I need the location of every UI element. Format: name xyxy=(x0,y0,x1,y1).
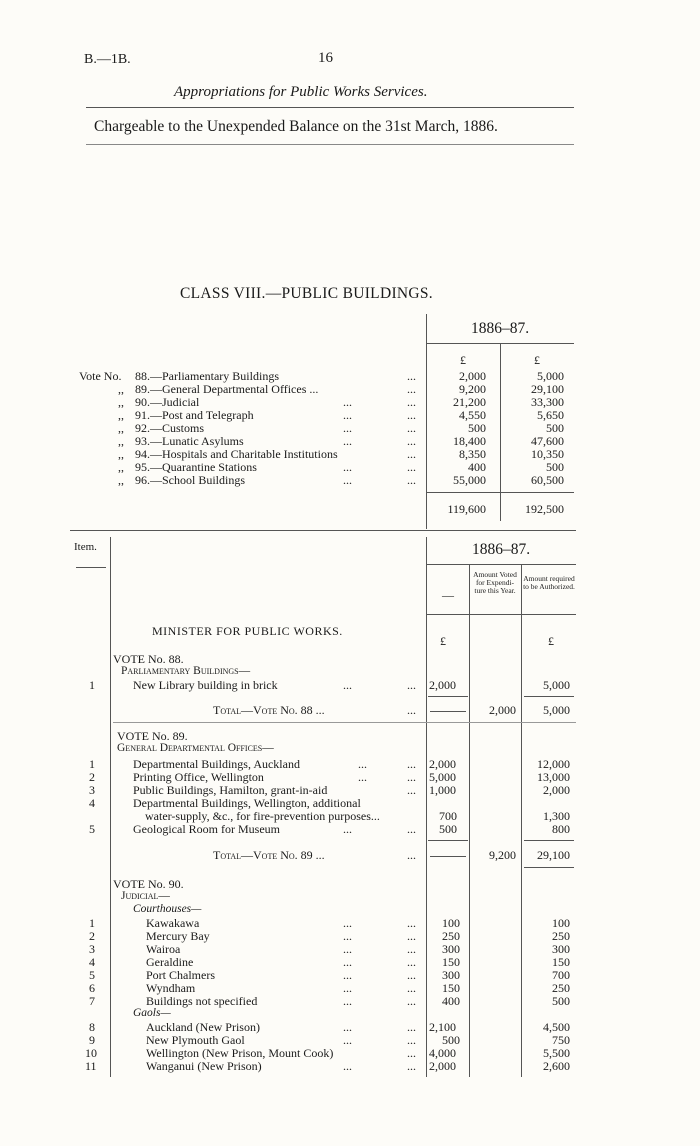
summary-row-b: 33,300 xyxy=(531,395,564,409)
item-leaders: ... xyxy=(407,929,416,943)
item-leaders: ... xyxy=(407,1046,416,1060)
class-title: CLASS VIII.—PUBLIC BUILDINGS. xyxy=(180,285,433,302)
summary-row-b: 47,600 xyxy=(531,434,564,448)
item-amount-c: 700 xyxy=(552,968,570,982)
summary-ditto: ,, xyxy=(118,473,124,487)
item-header-rule xyxy=(76,567,106,568)
item-leaders: ... xyxy=(407,822,416,836)
item-amount-c: 13,000 xyxy=(537,770,570,784)
summary-currency-b: £ xyxy=(534,353,540,367)
summary-divider-left xyxy=(426,314,427,529)
vote-88-total-c: 5,000 xyxy=(543,703,570,717)
summary-ditto: ,, xyxy=(118,408,124,422)
summary-row-a: 18,400 xyxy=(453,434,486,448)
minister-heading: MINISTER FOR PUBLIC WORKS. xyxy=(152,624,343,638)
item-leaders-mid: ... xyxy=(343,994,352,1008)
vote-89-total-label: Total—Vote No. 89 ... xyxy=(213,848,325,862)
item-leaders: ... xyxy=(407,994,416,1008)
summary-row-a: 500 xyxy=(468,421,486,435)
summary-row-name: 96.—School Buildings xyxy=(135,473,246,487)
item-number: 5 xyxy=(89,968,95,982)
item-number: 3 xyxy=(89,942,95,956)
summary-row-b: 10,350 xyxy=(531,447,564,461)
title-rule xyxy=(86,107,574,108)
summary-row-a: 8,350 xyxy=(459,447,486,461)
detail-divider-3 xyxy=(521,564,522,1077)
vote-89-subheading: General Departmental Offices— xyxy=(117,742,274,754)
vote-89-total-dash xyxy=(430,856,466,857)
item-amount-c: 5,000 xyxy=(543,678,570,692)
vote-88-total-label: Total—Vote No. 88 ... xyxy=(213,703,325,717)
item-leaders: ... xyxy=(407,1033,416,1047)
item-description: Mercury Bay xyxy=(146,929,210,943)
item-leaders: ... xyxy=(407,916,416,930)
item-leaders-mid: ... xyxy=(343,929,352,943)
col-voted-header: Amount Voted for Expendi- ture this Year. xyxy=(473,570,517,595)
summary-row-leaders: ... xyxy=(407,395,416,409)
summary-row-b: 5,000 xyxy=(537,369,564,383)
item-description: New Library building in brick xyxy=(133,678,278,692)
summary-row-b: 500 xyxy=(546,421,564,435)
item-leaders: ... xyxy=(407,757,416,771)
item-description: Geraldine xyxy=(146,955,194,969)
summary-total-rule xyxy=(426,492,574,493)
item-leaders-mid: ... xyxy=(343,955,352,969)
item-amount-a: 2,000 xyxy=(429,1059,456,1073)
vote-89-heading: VOTE No. 89. xyxy=(117,729,188,743)
item-description: Port Chalmers xyxy=(146,968,215,982)
item-leaders-mid: ... xyxy=(343,942,352,956)
page-number: 16 xyxy=(318,50,333,66)
summary-row-name: 88.—Parliamentary Buildings xyxy=(135,369,279,383)
summary-year: 1886–87. xyxy=(470,320,530,337)
summary-row-name: 91.—Post and Telegraph xyxy=(135,408,254,422)
vote-90-heading: VOTE No. 90. xyxy=(113,877,184,891)
detail-divider-2 xyxy=(469,564,470,1077)
vote-88-rule-a xyxy=(428,696,468,697)
vote-88-total-b: 2,000 xyxy=(489,703,516,717)
item-amount-a: 500 xyxy=(442,1033,460,1047)
summary-row-b: 60,500 xyxy=(531,473,564,487)
summary-ditto: ,, xyxy=(118,434,124,448)
item-amount-a: 500 xyxy=(439,822,457,836)
item-leaders-mid: ... xyxy=(343,1020,352,1034)
item-leaders-mid: ... xyxy=(343,968,352,982)
summary-row-leaders: ... xyxy=(407,421,416,435)
item-amount-a: 300 xyxy=(442,968,460,982)
item-amount-a: 100 xyxy=(442,916,460,930)
summary-row-leaders: ... xyxy=(407,460,416,474)
summary-row-b: 500 xyxy=(546,460,564,474)
summary-row-name: 95.—Quarantine Stations xyxy=(135,460,257,474)
item-description: Auckland (New Prison) xyxy=(146,1020,260,1034)
vote-89-total-b: 9,200 xyxy=(489,848,516,862)
vote-88-bottom-rule xyxy=(113,722,576,723)
item-description-cont: water-supply, &c., for fire-prevention purposes... xyxy=(145,809,380,823)
courthouses-label: Courthouses— xyxy=(133,903,202,915)
item-number: 1 xyxy=(89,757,95,771)
summary-row-b: 29,100 xyxy=(531,382,564,396)
item-amount-c: 800 xyxy=(552,822,570,836)
summary-row-a: 21,200 xyxy=(453,395,486,409)
page-title: Appropriations for Public Works Services. xyxy=(174,84,428,100)
item-number: 5 xyxy=(89,822,95,836)
summary-row-leaders-mid: ... xyxy=(343,408,352,422)
item-amount-a: 4,000 xyxy=(429,1046,456,1060)
item-amount-c: 2,600 xyxy=(543,1059,570,1073)
item-amount-a: 250 xyxy=(442,929,460,943)
item-amount-c: 100 xyxy=(552,916,570,930)
page-subtitle: Chargeable to the Unexpended Balance on the 31st March, 1886. xyxy=(94,118,498,135)
item-amount-c: 12,000 xyxy=(537,757,570,771)
vote-88-subheading: Parliamentary Buildings— xyxy=(121,665,251,677)
item-leaders-mid: ... xyxy=(343,822,352,836)
summary-row-leaders: ... xyxy=(407,473,416,487)
subtitle-rule xyxy=(86,144,574,145)
detail-divider-1 xyxy=(426,537,427,1077)
item-leaders: ... xyxy=(407,1020,416,1034)
summary-row-leaders: ... xyxy=(407,434,416,448)
total-leaders: ... xyxy=(407,703,416,717)
item-number: 9 xyxy=(89,1033,95,1047)
item-amount-a: 150 xyxy=(442,981,460,995)
item-number: 3 xyxy=(89,783,95,797)
item-description: Kawakawa xyxy=(146,916,200,930)
item-amount-c: 250 xyxy=(552,981,570,995)
item-amount-c: 2,000 xyxy=(543,783,570,797)
item-number: 4 xyxy=(89,955,95,969)
summary-row-name: 92.—Customs xyxy=(135,421,205,435)
summary-total-b: 192,500 xyxy=(525,502,564,516)
item-leaders: ... xyxy=(407,942,416,956)
item-amount-c: 4,500 xyxy=(543,1020,570,1034)
vote-89-rule-a xyxy=(428,840,468,841)
gaols-label: Gaols— xyxy=(133,1007,171,1019)
item-description: Printing Office, Wellington xyxy=(133,770,264,784)
summary-row-leaders-mid: ... xyxy=(343,434,352,448)
item-column-header: Item. xyxy=(74,541,97,553)
item-leaders-mid: ... xyxy=(358,770,367,784)
item-number: 7 xyxy=(89,994,95,1008)
summary-ditto: ,, xyxy=(118,382,124,396)
summary-row-name: 93.—Lunatic Asylums xyxy=(135,434,244,448)
detail-header-rule xyxy=(426,614,576,615)
summary-ditto: ,, xyxy=(118,421,124,435)
item-description: Wairoa xyxy=(146,942,181,956)
item-amount-c: 5,500 xyxy=(543,1046,570,1060)
item-amount-a: 150 xyxy=(442,955,460,969)
summary-vote-prefix: Vote No. xyxy=(79,369,122,383)
summary-row-leaders: ... xyxy=(407,408,416,422)
item-number: 10 xyxy=(85,1046,97,1060)
item-amount-c: 750 xyxy=(552,1033,570,1047)
item-amount-c: 500 xyxy=(552,994,570,1008)
item-leaders: ... xyxy=(407,678,416,692)
summary-row-name: 90.—Judicial xyxy=(135,395,200,409)
item-leaders: ... xyxy=(407,968,416,982)
item-leaders-mid: ... xyxy=(358,757,367,771)
summary-row-a: 55,000 xyxy=(453,473,486,487)
item-leaders: ... xyxy=(407,783,416,797)
item-leaders: ... xyxy=(407,1059,416,1073)
item-amount-a: 700 xyxy=(439,809,457,823)
item-amount-c: 150 xyxy=(552,955,570,969)
item-description: Wanganui (New Prison) xyxy=(146,1059,262,1073)
summary-row-leaders: ... xyxy=(407,382,416,396)
item-amount-a: 5,000 xyxy=(429,770,456,784)
detail-year: 1886–87. xyxy=(471,541,531,558)
item-amount-a: 2,100 xyxy=(429,1020,456,1034)
vote-90-subheading: Judicial— xyxy=(121,890,170,902)
summary-ditto: ,, xyxy=(118,395,124,409)
item-amount-a: 1,000 xyxy=(429,783,456,797)
item-leaders: ... xyxy=(407,981,416,995)
summary-row-leaders-mid: ... xyxy=(343,421,352,435)
item-description: Wyndham xyxy=(146,981,196,995)
detail-currency-c: £ xyxy=(548,634,554,648)
summary-row-a: 4,550 xyxy=(459,408,486,422)
vote-88-heading: VOTE No. 88. xyxy=(113,652,184,666)
item-number: 2 xyxy=(89,929,95,943)
summary-divider-mid xyxy=(500,343,501,521)
item-leaders-mid: ... xyxy=(343,1033,352,1047)
item-amount-c: 250 xyxy=(552,929,570,943)
vote-88-total-dash xyxy=(430,711,466,712)
vote-88-rule-c xyxy=(524,696,574,697)
item-amount-c: 300 xyxy=(552,942,570,956)
summary-row-leaders-mid: ... xyxy=(343,395,352,409)
page-ref: B.—1B. xyxy=(84,52,131,67)
summary-row-b: 5,650 xyxy=(537,408,564,422)
vote-89-total-c: 29,100 xyxy=(537,848,570,862)
item-number: 2 xyxy=(89,770,95,784)
vote-89-rule-c xyxy=(524,840,574,841)
summary-row-leaders-mid: ... xyxy=(343,460,352,474)
item-number: 8 xyxy=(89,1020,95,1034)
item-leaders-mid: ... xyxy=(343,916,352,930)
item-number: 4 xyxy=(89,796,95,810)
summary-row-leaders-mid: ... xyxy=(343,473,352,487)
item-leaders-mid: ... xyxy=(343,678,352,692)
item-number: 6 xyxy=(89,981,95,995)
item-leaders: ... xyxy=(407,955,416,969)
item-leaders-mid: ... xyxy=(343,1059,352,1073)
item-number: 1 xyxy=(89,916,95,930)
summary-row-leaders: ... xyxy=(407,447,416,461)
summary-currency-a: £ xyxy=(460,353,466,367)
item-amount-a: 2,000 xyxy=(429,678,456,692)
item-description: New Plymouth Gaol xyxy=(146,1033,245,1047)
col-required-header: Amount required to be Authorized. xyxy=(523,574,575,591)
vote-89-bottom-rule xyxy=(524,867,574,868)
item-description: Geological Room for Museum xyxy=(133,822,280,836)
summary-row-a: 2,000 xyxy=(459,369,486,383)
summary-row-a: 9,200 xyxy=(459,382,486,396)
item-description: Departmental Buildings, Auckland xyxy=(133,757,300,771)
summary-row-leaders: ... xyxy=(407,369,416,383)
item-number: 1 xyxy=(89,678,95,692)
item-leaders: ... xyxy=(407,770,416,784)
detail-currency-a: £ xyxy=(440,634,446,648)
summary-row-name: 94.—Hospitals and Charitable Institutions xyxy=(135,447,338,461)
detail-year-rule xyxy=(426,564,576,565)
summary-row-a: 400 xyxy=(468,460,486,474)
summary-row-name: 89.—General Departmental Offices ... xyxy=(135,382,319,396)
item-amount-c: 1,300 xyxy=(543,809,570,823)
item-amount-a: 2,000 xyxy=(429,757,456,771)
item-leaders-mid: ... xyxy=(343,981,352,995)
item-description: Wellington (New Prison, Mount Cook) xyxy=(146,1046,334,1060)
summary-total-a: 119,600 xyxy=(447,502,486,516)
item-number: 11 xyxy=(85,1059,97,1073)
detail-dash: — xyxy=(442,588,454,602)
item-description: Buildings not specified xyxy=(146,994,258,1008)
item-description: Departmental Buildings, Wellington, additional xyxy=(133,796,361,810)
item-description: Public Buildings, Hamilton, grant-in-aid xyxy=(133,783,328,797)
summary-ditto: ,, xyxy=(118,447,124,461)
item-column-rule xyxy=(110,537,111,1077)
item-amount-a: 300 xyxy=(442,942,460,956)
section-rule xyxy=(70,530,576,531)
item-amount-a: 400 xyxy=(442,994,460,1008)
summary-ditto: ,, xyxy=(118,460,124,474)
total-leaders: ... xyxy=(407,848,416,862)
